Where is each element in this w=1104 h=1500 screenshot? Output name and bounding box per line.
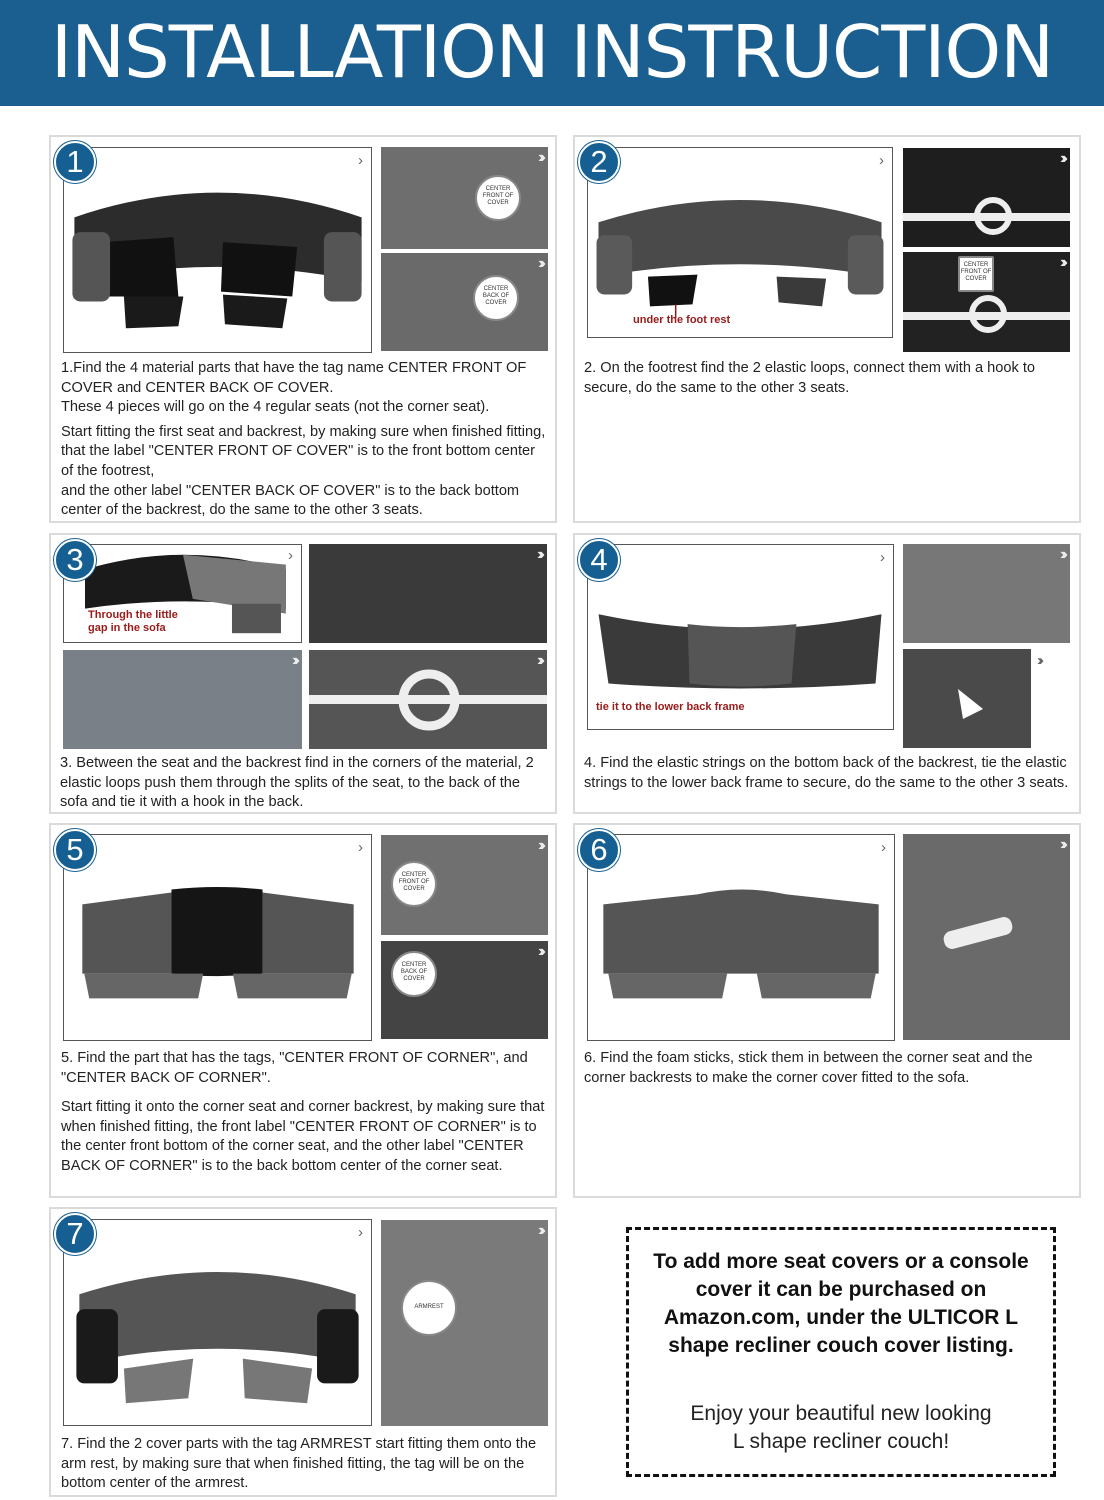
step-badge: 3: [54, 539, 96, 581]
triple-chevron-icon: ›››: [292, 652, 296, 669]
cover-tag: CENTER BACK OF COVER: [391, 951, 437, 997]
sofa-drawing: [588, 835, 894, 1040]
purchase-notice: [626, 1227, 1056, 1477]
triple-chevron-icon: ›››: [538, 837, 542, 854]
chevron-right-icon: ›: [358, 839, 363, 856]
chevron-right-icon: ›: [288, 547, 293, 564]
triple-chevron-icon: ›››: [1037, 652, 1040, 669]
notice-closing-text: Enjoy your beautiful new looking L shape recliner couch!: [690, 1402, 992, 1453]
cover-tag: CENTER FRONT OF COVER: [475, 175, 521, 221]
cover-tag: ARMREST: [401, 1280, 457, 1336]
chevron-right-icon: ›: [358, 152, 363, 169]
triple-chevron-icon: ›››: [1060, 546, 1064, 563]
cover-tag: CENTER FRONT OF COVER: [958, 256, 994, 292]
step-panel-3: [49, 533, 557, 814]
step-badge: 5: [54, 829, 96, 871]
notice-bold-text: To add more seat covers or a console cover it can be purchased on Amazon.com, under the ULTICOR L shape recliner couch cover listing.: [653, 1250, 1029, 1357]
armrest-photo: [381, 1220, 548, 1426]
triple-chevron-icon: ›››: [538, 149, 542, 166]
step-panel-7: [49, 1207, 557, 1497]
sofa-illustration: [63, 1219, 372, 1426]
sofa-drawing: [64, 1220, 371, 1425]
sofa-illustration: [587, 544, 894, 730]
tag-photo-back: [381, 941, 548, 1039]
page-title: INSTALLATION INSTRUCTION: [50, 10, 1054, 94]
triple-chevron-icon: ›››: [1060, 150, 1064, 167]
sofa-illustration: [63, 544, 302, 643]
step-badge: 1: [54, 141, 96, 183]
header-banner: [0, 0, 1104, 106]
triple-chevron-icon: ›››: [537, 546, 541, 563]
triple-chevron-icon: ›››: [1060, 836, 1064, 853]
hook-drawing: [903, 252, 1070, 352]
step-caption: 6. Find the foam sticks, stick them in between the corner seat and the corner backrests to make the corner cover fitted to the sofa.: [584, 1050, 1033, 1086]
triple-chevron-icon: ›››: [1060, 254, 1064, 271]
chevron-right-icon: ›: [881, 839, 886, 856]
tag-photo-front: [381, 147, 548, 249]
step-caption: 2. On the footrest find the 2 elastic loops, connect them with a hook to secure, do the same to the other 3 seats.: [584, 360, 1036, 396]
chevron-right-icon: ›: [358, 1224, 363, 1241]
sofa-drawing: [64, 835, 371, 1040]
sofa-illustration: [587, 834, 895, 1041]
step-caption: 4. Find the elastic strings on the bottom back of the backrest, tie the elastic strings to the lower back frame to secure, do the same to the other 3 seats.: [584, 755, 1069, 791]
step-badge: 7: [54, 1213, 96, 1255]
string-photo: [903, 544, 1070, 643]
step-panel-1: [49, 135, 557, 523]
cover-tag: CENTER BACK OF COVER: [473, 275, 519, 321]
tag-photo-front: [381, 835, 548, 935]
photo-label: Through the little gap in the sofa: [88, 609, 178, 634]
sofa-illustration: [63, 834, 372, 1041]
foam-drawing: [903, 834, 1070, 1040]
step-badge: 6: [578, 829, 620, 871]
frame-photo: [903, 649, 1031, 748]
hook-photo: [903, 148, 1070, 247]
step-badge: 2: [578, 141, 620, 183]
foam-stick-photo: [903, 834, 1070, 1040]
step-caption: 1.Find the 4 material parts that have the tag name CENTER FRONT OF COVER and CENTER BACK OF COVER. These 4 pieces will go on the 4 regular seats (not the corner seat). Start fitting the first seat and backrest, by making sure when finished fitting, that the label "CENTER FRONT OF COVER" is to the front bottom center of the footrest, and the other label "CENTER BACK OF COVER" is to the back bottom center of the backrest, do the same to the other 3 seats.: [61, 360, 546, 519]
hook-photo: [309, 650, 547, 749]
frame-drawing: [903, 649, 1031, 748]
sofa-drawing: [588, 148, 892, 337]
triple-chevron-icon: ›››: [538, 1222, 542, 1239]
photo-label: under the foot rest: [633, 314, 731, 326]
triple-chevron-icon: ›››: [538, 943, 542, 960]
chevron-right-icon: ›: [880, 549, 885, 566]
triple-chevron-icon: ›››: [537, 652, 541, 669]
step-panel-4: [573, 533, 1081, 814]
sofa-drawing: [64, 148, 371, 352]
hook-photo: [903, 252, 1070, 352]
photo-label: tie it to the lower back frame: [596, 701, 745, 713]
sofa-illustration: [63, 147, 372, 353]
triple-chevron-icon: ›››: [538, 255, 542, 272]
hook-drawing: [309, 650, 547, 749]
hook-drawing: [903, 148, 1070, 247]
chevron-right-icon: ›: [879, 152, 884, 169]
step-caption: 3. Between the seat and the backrest find in the corners of the material, 2 elastic loops push them through the splits of the seat, to the back of the sofa and tie it with a hook in the back.: [60, 755, 534, 811]
step-panel-2: [573, 135, 1081, 523]
gap-photo: [309, 544, 547, 643]
step-panel-6: [573, 823, 1081, 1198]
cover-tag: CENTER FRONT OF COVER: [391, 861, 437, 907]
step-panel-5: [49, 823, 557, 1198]
sofa-illustration: [587, 147, 893, 338]
seat-photo: [63, 650, 302, 749]
tag-photo-back: [381, 253, 548, 351]
step-badge: 4: [578, 539, 620, 581]
step-caption: 7. Find the 2 cover parts with the tag ARMREST start fitting them onto the arm rest, by making sure that when finished fitting, the tag will be on the bottom center of the armrest.: [61, 1436, 537, 1492]
step-caption: 5. Find the part that has the tags, "CENTER FRONT OF CORNER", and "CENTER BACK OF CORNER". Start fitting it onto the corner seat and corner backrest, by making sure that when finished fitting, the front label "CENTER FRONT OF CORNER" is to the center front bottom of the corner seat, and the other label "CENTER BACK OF CORNER" is to the back bottom center of the corner seat.: [61, 1050, 545, 1174]
